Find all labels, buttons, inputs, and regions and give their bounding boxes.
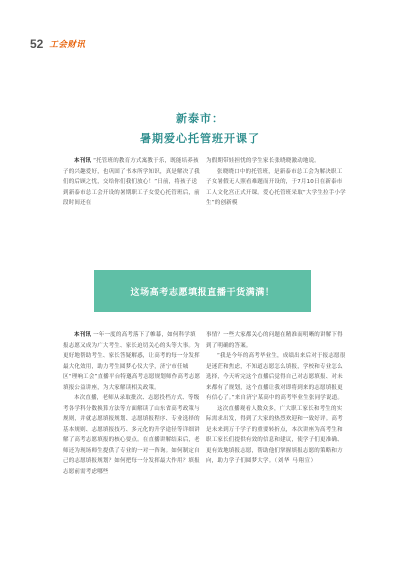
article2-left-column — [63, 330, 201, 477]
article2-right-p1: 事情？一些大家都关心的问题在精准而明晰的讲解下得到了明确的答案。 — [206, 332, 343, 349]
page-number: 52 — [30, 37, 44, 51]
article1-right-column — [206, 156, 346, 209]
article1-left-text: “托管班的教育方式寓教于乐，既能培养孩子的兴趣爱好，也巩固了书本所学知识，真是解决了我们的后顾之忧，交给你们我们放心！”日前，将孩子送到新泰市总工会开设的暑期职工子女爱心托管班后，前段时间还在 — [63, 158, 200, 206]
article1-right-text2: 张晓晓口中的托管班，是新泰市总工会为解决职工子女暑假无人照看难题而开设的，于7月10日在新泰市工人文化宫正式开课。爱心托管班采取“大学生拉手小学生”的创新模 — [206, 168, 346, 206]
page-header — [30, 36, 85, 52]
article2-right-column — [206, 330, 346, 467]
magazine-name: 工会财讯 — [49, 40, 86, 50]
article2-right-p3: 这次直播观看人数众多，广大职工家长和考生的实际需求出发，得到了大家的热烈欢迎和一致好评。高考是未来到万千学子的重要转折点，本次讲座为高考生和职工家长们提供有效的信息和建议，使学子们更准确、更有效地填报志愿，帮助他们掌握填报志愿的策略和方向，助力学子们圆梦大学。 — [206, 405, 343, 464]
article2-banner — [94, 270, 311, 312]
article2-banner-title: 这场高考志愿填报直播干货满满！ — [130, 287, 275, 298]
article1-title-line2: 暑期爱心托管班开课了 — [140, 132, 260, 145]
article2-signature: （刘华 马翔宣） — [274, 458, 317, 464]
article1-title-line1: 新泰市： — [176, 112, 224, 125]
article1-lead: 本刊讯 — [74, 158, 92, 164]
article1-title — [0, 110, 400, 146]
article1-right-text1: 为假期带娃担忧的学生家长张晓晓激动地说。 — [206, 158, 321, 164]
article1-left-column — [63, 156, 201, 209]
article2-left-p2: 本次直播，老师从录取批次、志愿投档方式、等级考各学科分数换算方法等方面解读了山东省高考政策与规则，并就志愿填报规划、志愿填报程序、专业选择的基本规则、志愿填报技巧、多元化的升学途径等详细讲解了高考志愿填报的核心要点。在直播讲解结束后，老师还为现场师生提供了专业的一对一咨询。如何制定自己的志愿填报规划？如何把每一分发挥最大作用？填报志愿前需考虑哪些 — [63, 395, 200, 475]
article2-right-p2: “我是今年的高考毕业生，成绩出来后对于报志愿很是迷茫和焦虑，不知道志愿怎么填报，学校和专业怎么选择，今天听完这个直播后觉得自己对志愿填报、对未来都有了规划，这个直播让我对即将到来的志愿填报更有信心了。”来自济宁某高中的高考毕业生张同学说道。 — [206, 353, 346, 401]
article2-lead: 本刊讯 — [74, 332, 92, 338]
article2-left-p1: 一年一度的高考落下了帷幕，如何科学填报志愿又成为广大考生、家长迫切关心的头等大事。为更好地帮助考生、家长答疑解惑，让高考的每一分发挥最大化效用，助力考生圆梦心仪大学，济宁市任城区“理响工会”直播平台特邀高考志愿规划师作高考志愿填报公益讲座，为大家解读相关政策。 — [63, 332, 201, 391]
